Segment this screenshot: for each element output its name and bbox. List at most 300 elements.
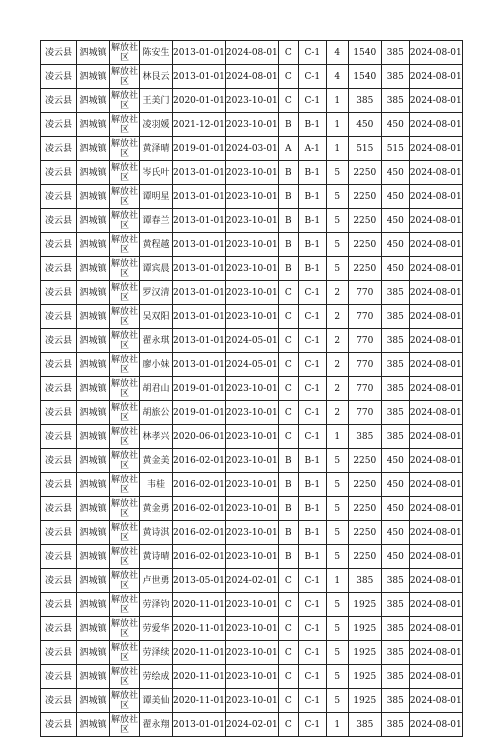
count-cell: 2 <box>326 329 348 353</box>
issue-date-cell: 2024-08-01 <box>409 401 462 425</box>
community-cell: 解放社区 <box>110 282 138 303</box>
table-row <box>41 713 463 737</box>
count-cell: 5 <box>326 473 348 497</box>
start-date-cell: 2013-01-01 <box>173 209 226 233</box>
total-amount-cell: 2250 <box>348 545 381 569</box>
community-cell: 解放社区 <box>110 378 138 399</box>
name-cell: 岑氏叶 <box>140 161 173 185</box>
standard-amount-cell: 450 <box>381 233 409 257</box>
issue-date-cell: 2024-08-01 <box>409 569 462 593</box>
community-cell: 解放社区 <box>110 306 138 327</box>
total-amount-cell: 1925 <box>348 641 381 665</box>
standard-amount-cell: 385 <box>381 665 409 689</box>
standard-amount-cell: 385 <box>381 329 409 353</box>
issue-date-cell: 2024-08-01 <box>409 113 462 137</box>
community-cell: 解放社区 <box>110 570 138 591</box>
standard-amount-cell: 450 <box>381 209 409 233</box>
town-cell: 泗城镇 <box>77 281 110 305</box>
change-date-cell: 2024-02-01 <box>225 569 278 593</box>
table-row <box>41 209 463 233</box>
start-date-cell: 2020-01-01 <box>173 89 226 113</box>
count-cell: 1 <box>326 89 348 113</box>
name-cell: 罗汉清 <box>140 281 173 305</box>
name-cell: 陈安生 <box>140 41 173 65</box>
category-cell: C <box>278 65 298 89</box>
start-date-cell: 2013-01-01 <box>173 329 226 353</box>
count-cell: 5 <box>326 161 348 185</box>
start-date-cell: 2021-12-01 <box>173 113 226 137</box>
name-cell: 劳泽续 <box>140 641 173 665</box>
category-cell: C <box>278 641 298 665</box>
name-cell: 胡旅公 <box>140 401 173 425</box>
community-cell: 解放社区 <box>110 354 138 375</box>
total-amount-cell: 2250 <box>348 233 381 257</box>
count-cell: 5 <box>326 257 348 281</box>
standard-amount-cell: 385 <box>381 89 409 113</box>
start-date-cell: 2013-01-01 <box>173 257 226 281</box>
town-cell: 泗城镇 <box>77 713 110 737</box>
category-cell: C <box>278 713 298 737</box>
start-date-cell: 2019-01-01 <box>173 401 226 425</box>
standard-amount-cell: 385 <box>381 281 409 305</box>
count-cell: 5 <box>326 449 348 473</box>
total-amount-cell: 2250 <box>348 209 381 233</box>
town-cell: 泗城镇 <box>77 521 110 545</box>
issue-date-cell: 2024-08-01 <box>409 497 462 521</box>
standard-amount-cell: 450 <box>381 113 409 137</box>
name-cell: 谭明星 <box>140 185 173 209</box>
town-cell: 泗城镇 <box>77 113 110 137</box>
table-row <box>41 593 463 617</box>
issue-date-cell: 2024-08-01 <box>409 185 462 209</box>
grade-cell: C-1 <box>298 713 326 737</box>
start-date-cell: 2013-01-01 <box>173 233 226 257</box>
count-cell: 1 <box>326 569 348 593</box>
community-cell: 解放社区 <box>110 474 138 495</box>
county-cell: 凌云县 <box>41 689 77 713</box>
count-cell: 5 <box>326 593 348 617</box>
standard-amount-cell: 450 <box>381 185 409 209</box>
standard-amount-cell: 385 <box>381 425 409 449</box>
county-cell: 凌云县 <box>41 473 77 497</box>
grade-cell: B-1 <box>298 209 326 233</box>
start-date-cell: 2016-02-01 <box>173 521 226 545</box>
count-cell: 5 <box>326 545 348 569</box>
grade-cell: C-1 <box>298 89 326 113</box>
change-date-cell: 2023-10-01 <box>225 473 278 497</box>
county-cell: 凌云县 <box>41 617 77 641</box>
name-cell: 吴双阳 <box>140 305 173 329</box>
county-cell: 凌云县 <box>41 305 77 329</box>
community-cell: 解放社区 <box>110 690 138 711</box>
total-amount-cell: 450 <box>348 113 381 137</box>
start-date-cell: 2013-05-01 <box>173 569 226 593</box>
town-cell: 泗城镇 <box>77 377 110 401</box>
total-amount-cell: 2250 <box>348 185 381 209</box>
category-cell: C <box>278 569 298 593</box>
category-cell: C <box>278 281 298 305</box>
table-row <box>41 41 463 65</box>
start-date-cell: 2016-02-01 <box>173 473 226 497</box>
change-date-cell: 2023-10-01 <box>225 377 278 401</box>
issue-date-cell: 2024-08-01 <box>409 449 462 473</box>
change-date-cell: 2023-10-01 <box>225 281 278 305</box>
name-cell: 劳泽钧 <box>140 593 173 617</box>
count-cell: 5 <box>326 185 348 209</box>
start-date-cell: 2019-01-01 <box>173 377 226 401</box>
count-cell: 5 <box>326 209 348 233</box>
name-cell: 韦桂 <box>140 473 173 497</box>
name-cell: 林艮云 <box>140 65 173 89</box>
county-cell: 凌云县 <box>41 641 77 665</box>
grade-cell: C-1 <box>298 305 326 329</box>
name-cell: 黄金美 <box>140 449 173 473</box>
name-cell: 谭美仙 <box>140 689 173 713</box>
change-date-cell: 2024-08-01 <box>225 65 278 89</box>
count-cell: 5 <box>326 689 348 713</box>
total-amount-cell: 1925 <box>348 689 381 713</box>
name-cell: 谭春兰 <box>140 209 173 233</box>
count-cell: 1 <box>326 425 348 449</box>
community-cell: 解放社区 <box>110 522 138 543</box>
community-cell: 解放社区 <box>110 642 138 663</box>
start-date-cell: 2020-11-01 <box>173 665 226 689</box>
table-row <box>41 425 463 449</box>
category-cell: B <box>278 449 298 473</box>
count-cell: 5 <box>326 665 348 689</box>
county-cell: 凌云县 <box>41 569 77 593</box>
table-row <box>41 401 463 425</box>
category-cell: C <box>278 425 298 449</box>
category-cell: C <box>278 593 298 617</box>
count-cell: 2 <box>326 305 348 329</box>
count-cell: 5 <box>326 497 348 521</box>
table-row <box>41 641 463 665</box>
grade-cell: B-1 <box>298 449 326 473</box>
category-cell: C <box>278 329 298 353</box>
total-amount-cell: 385 <box>348 713 381 737</box>
standard-amount-cell: 385 <box>381 353 409 377</box>
community-cell: 解放社区 <box>110 426 138 447</box>
standard-amount-cell: 450 <box>381 497 409 521</box>
issue-date-cell: 2024-08-01 <box>409 353 462 377</box>
county-cell: 凌云县 <box>41 137 77 161</box>
grade-cell: C-1 <box>298 329 326 353</box>
total-amount-cell: 1925 <box>348 593 381 617</box>
grade-cell: C-1 <box>298 401 326 425</box>
standard-amount-cell: 385 <box>381 305 409 329</box>
community-cell: 解放社区 <box>110 186 138 207</box>
category-cell: C <box>278 617 298 641</box>
count-cell: 2 <box>326 281 348 305</box>
issue-date-cell: 2024-08-01 <box>409 473 462 497</box>
table-row <box>41 569 463 593</box>
name-cell: 黄泽晴 <box>140 137 173 161</box>
community-cell: 解放社区 <box>110 330 138 351</box>
category-cell: C <box>278 89 298 113</box>
grade-cell: C-1 <box>298 377 326 401</box>
grade-cell: C-1 <box>298 593 326 617</box>
county-cell: 凌云县 <box>41 113 77 137</box>
table-row <box>41 665 463 689</box>
change-date-cell: 2023-10-01 <box>225 209 278 233</box>
county-cell: 凌云县 <box>41 161 77 185</box>
town-cell: 泗城镇 <box>77 593 110 617</box>
name-cell: 翟永翔 <box>140 713 173 737</box>
table-body <box>41 41 463 737</box>
total-amount-cell: 2250 <box>348 449 381 473</box>
category-cell: B <box>278 521 298 545</box>
grade-cell: C-1 <box>298 353 326 377</box>
grade-cell: C-1 <box>298 617 326 641</box>
county-cell: 凌云县 <box>41 41 77 65</box>
total-amount-cell: 770 <box>348 377 381 401</box>
count-cell: 1 <box>326 713 348 737</box>
total-amount-cell: 385 <box>348 425 381 449</box>
county-cell: 凌云县 <box>41 257 77 281</box>
town-cell: 泗城镇 <box>77 689 110 713</box>
table-row <box>41 185 463 209</box>
town-cell: 泗城镇 <box>77 65 110 89</box>
issue-date-cell: 2024-08-01 <box>409 41 462 65</box>
category-cell: C <box>278 665 298 689</box>
grade-cell: B-1 <box>298 521 326 545</box>
change-date-cell: 2023-10-01 <box>225 545 278 569</box>
issue-date-cell: 2024-08-01 <box>409 689 462 713</box>
total-amount-cell: 770 <box>348 305 381 329</box>
grade-cell: B-1 <box>298 161 326 185</box>
category-cell: C <box>278 353 298 377</box>
community-cell: 解放社区 <box>110 666 138 687</box>
standard-amount-cell: 385 <box>381 641 409 665</box>
table-row <box>41 233 463 257</box>
table-row <box>41 353 463 377</box>
grade-cell: C-1 <box>298 641 326 665</box>
grade-cell: A-1 <box>298 137 326 161</box>
town-cell: 泗城镇 <box>77 473 110 497</box>
start-date-cell: 2016-02-01 <box>173 545 226 569</box>
total-amount-cell: 385 <box>348 569 381 593</box>
change-date-cell: 2023-10-01 <box>225 161 278 185</box>
change-date-cell: 2023-10-01 <box>225 641 278 665</box>
community-cell: 解放社区 <box>110 402 138 423</box>
grade-cell: C-1 <box>298 689 326 713</box>
total-amount-cell: 385 <box>348 89 381 113</box>
table-row <box>41 257 463 281</box>
name-cell: 黄程越 <box>140 233 173 257</box>
grade-cell: B-1 <box>298 497 326 521</box>
change-date-cell: 2023-10-01 <box>225 185 278 209</box>
name-cell: 卢世勇 <box>140 569 173 593</box>
total-amount-cell: 2250 <box>348 497 381 521</box>
grade-cell: B-1 <box>298 257 326 281</box>
community-cell: 解放社区 <box>110 90 138 111</box>
category-cell: B <box>278 113 298 137</box>
town-cell: 泗城镇 <box>77 665 110 689</box>
town-cell: 泗城镇 <box>77 161 110 185</box>
total-amount-cell: 2250 <box>348 473 381 497</box>
count-cell: 2 <box>326 377 348 401</box>
county-cell: 凌云县 <box>41 449 77 473</box>
change-date-cell: 2023-10-01 <box>225 593 278 617</box>
start-date-cell: 2019-01-01 <box>173 137 226 161</box>
standard-amount-cell: 385 <box>381 41 409 65</box>
community-cell: 解放社区 <box>110 618 138 639</box>
county-cell: 凌云县 <box>41 377 77 401</box>
community-cell: 解放社区 <box>110 546 138 567</box>
issue-date-cell: 2024-08-01 <box>409 425 462 449</box>
grade-cell: C-1 <box>298 41 326 65</box>
county-cell: 凌云县 <box>41 545 77 569</box>
start-date-cell: 2013-01-01 <box>173 305 226 329</box>
change-date-cell: 2023-10-01 <box>225 305 278 329</box>
county-cell: 凌云县 <box>41 353 77 377</box>
data-table <box>40 40 463 737</box>
name-cell: 黄诗淇 <box>140 521 173 545</box>
change-date-cell: 2024-05-01 <box>225 329 278 353</box>
table-row <box>41 137 463 161</box>
change-date-cell: 2024-05-01 <box>225 353 278 377</box>
start-date-cell: 2020-11-01 <box>173 689 226 713</box>
total-amount-cell: 770 <box>348 281 381 305</box>
name-cell: 劳爱华 <box>140 617 173 641</box>
issue-date-cell: 2024-08-01 <box>409 89 462 113</box>
name-cell: 林孝兴 <box>140 425 173 449</box>
issue-date-cell: 2024-08-01 <box>409 593 462 617</box>
category-cell: C <box>278 377 298 401</box>
standard-amount-cell: 385 <box>381 617 409 641</box>
community-cell: 解放社区 <box>110 42 138 63</box>
town-cell: 泗城镇 <box>77 425 110 449</box>
issue-date-cell: 2024-08-01 <box>409 665 462 689</box>
town-cell: 泗城镇 <box>77 617 110 641</box>
category-cell: B <box>278 233 298 257</box>
issue-date-cell: 2024-08-01 <box>409 329 462 353</box>
start-date-cell: 2013-01-01 <box>173 65 226 89</box>
change-date-cell: 2024-02-01 <box>225 713 278 737</box>
county-cell: 凌云县 <box>41 233 77 257</box>
community-cell: 解放社区 <box>110 210 138 231</box>
grade-cell: C-1 <box>298 65 326 89</box>
standard-amount-cell: 450 <box>381 545 409 569</box>
community-cell: 解放社区 <box>110 162 138 183</box>
table-row <box>41 281 463 305</box>
county-cell: 凌云县 <box>41 713 77 737</box>
name-cell: 凌羽媛 <box>140 113 173 137</box>
issue-date-cell: 2024-08-01 <box>409 257 462 281</box>
category-cell: B <box>278 257 298 281</box>
town-cell: 泗城镇 <box>77 329 110 353</box>
grade-cell: C-1 <box>298 665 326 689</box>
category-cell: B <box>278 473 298 497</box>
grade-cell: B-1 <box>298 185 326 209</box>
change-date-cell: 2023-10-01 <box>225 449 278 473</box>
total-amount-cell: 1925 <box>348 665 381 689</box>
standard-amount-cell: 515 <box>381 137 409 161</box>
start-date-cell: 2020-06-01 <box>173 425 226 449</box>
start-date-cell: 2020-11-01 <box>173 641 226 665</box>
community-cell: 解放社区 <box>110 594 138 615</box>
issue-date-cell: 2024-08-01 <box>409 641 462 665</box>
total-amount-cell: 770 <box>348 401 381 425</box>
issue-date-cell: 2024-08-01 <box>409 233 462 257</box>
category-cell: B <box>278 497 298 521</box>
change-date-cell: 2023-10-01 <box>225 257 278 281</box>
change-date-cell: 2023-10-01 <box>225 425 278 449</box>
town-cell: 泗城镇 <box>77 89 110 113</box>
community-cell: 解放社区 <box>110 114 138 135</box>
county-cell: 凌云县 <box>41 401 77 425</box>
name-cell: 谭宾晨 <box>140 257 173 281</box>
change-date-cell: 2024-03-01 <box>225 137 278 161</box>
town-cell: 泗城镇 <box>77 185 110 209</box>
category-cell: B <box>278 545 298 569</box>
start-date-cell: 2020-11-01 <box>173 593 226 617</box>
change-date-cell: 2023-10-01 <box>225 617 278 641</box>
standard-amount-cell: 385 <box>381 65 409 89</box>
count-cell: 5 <box>326 233 348 257</box>
count-cell: 4 <box>326 41 348 65</box>
table-row <box>41 497 463 521</box>
grade-cell: C-1 <box>298 569 326 593</box>
grade-cell: B-1 <box>298 113 326 137</box>
count-cell: 5 <box>326 641 348 665</box>
issue-date-cell: 2024-08-01 <box>409 521 462 545</box>
start-date-cell: 2016-02-01 <box>173 449 226 473</box>
name-cell: 翟永琪 <box>140 329 173 353</box>
table-row <box>41 89 463 113</box>
change-date-cell: 2023-10-01 <box>225 113 278 137</box>
table-row <box>41 161 463 185</box>
category-cell: A <box>278 137 298 161</box>
county-cell: 凌云县 <box>41 665 77 689</box>
issue-date-cell: 2024-08-01 <box>409 377 462 401</box>
county-cell: 凌云县 <box>41 65 77 89</box>
category-cell: B <box>278 209 298 233</box>
standard-amount-cell: 385 <box>381 377 409 401</box>
standard-amount-cell: 450 <box>381 473 409 497</box>
count-cell: 1 <box>326 137 348 161</box>
count-cell: 5 <box>326 521 348 545</box>
county-cell: 凌云县 <box>41 593 77 617</box>
issue-date-cell: 2024-08-01 <box>409 713 462 737</box>
standard-amount-cell: 385 <box>381 401 409 425</box>
town-cell: 泗城镇 <box>77 449 110 473</box>
town-cell: 泗城镇 <box>77 41 110 65</box>
category-cell: B <box>278 185 298 209</box>
table-row <box>41 545 463 569</box>
town-cell: 泗城镇 <box>77 569 110 593</box>
table-row <box>41 377 463 401</box>
count-cell: 5 <box>326 617 348 641</box>
county-cell: 凌云县 <box>41 281 77 305</box>
county-cell: 凌云县 <box>41 185 77 209</box>
standard-amount-cell: 385 <box>381 689 409 713</box>
community-cell: 解放社区 <box>110 258 138 279</box>
total-amount-cell: 2250 <box>348 257 381 281</box>
table-row <box>41 617 463 641</box>
issue-date-cell: 2024-08-01 <box>409 281 462 305</box>
table-row <box>41 521 463 545</box>
change-date-cell: 2023-10-01 <box>225 665 278 689</box>
town-cell: 泗城镇 <box>77 305 110 329</box>
table-row <box>41 113 463 137</box>
town-cell: 泗城镇 <box>77 233 110 257</box>
category-cell: C <box>278 305 298 329</box>
change-date-cell: 2024-08-01 <box>225 41 278 65</box>
grade-cell: C-1 <box>298 281 326 305</box>
change-date-cell: 2023-10-01 <box>225 233 278 257</box>
